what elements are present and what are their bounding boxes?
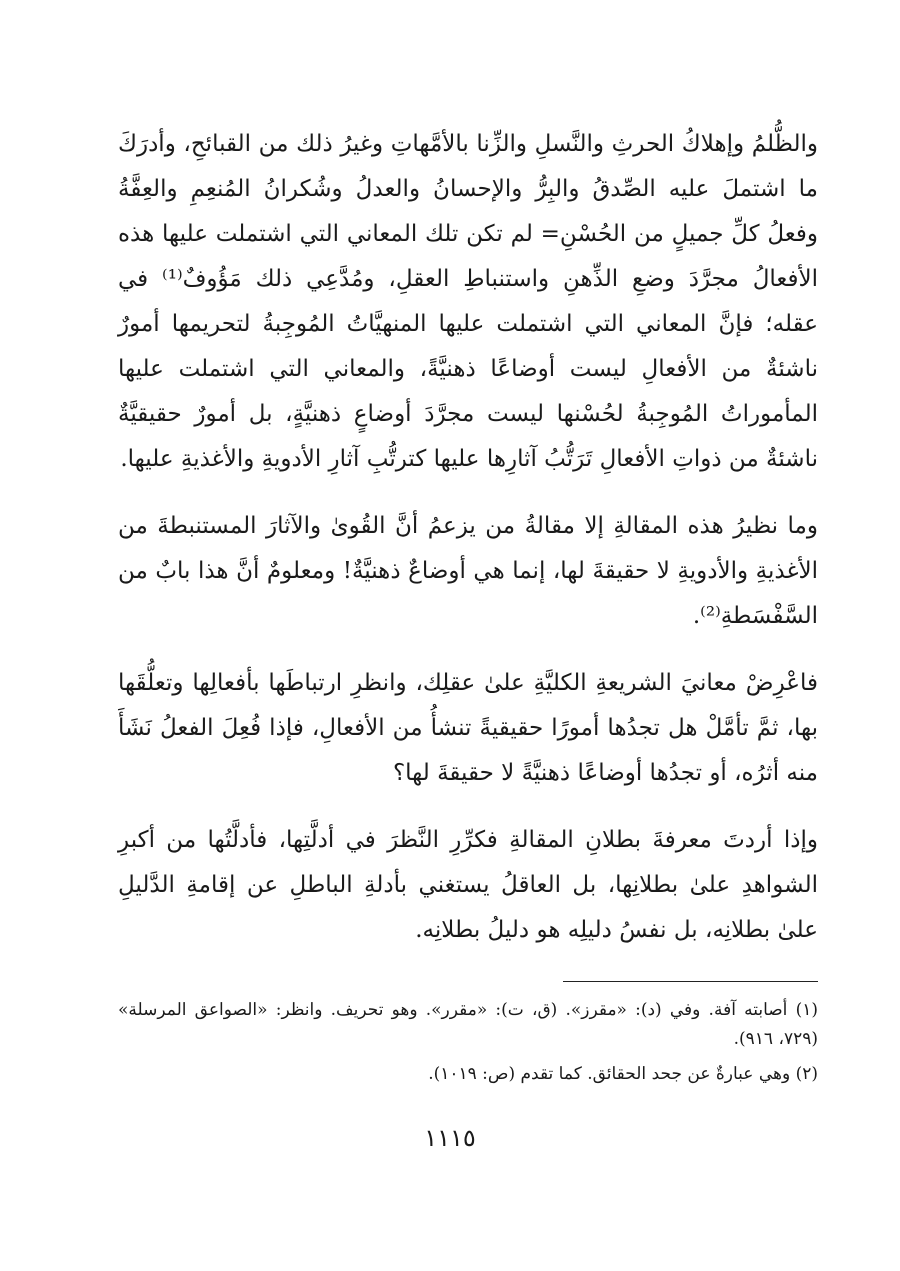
footnote-separator xyxy=(563,981,818,982)
page-body xyxy=(118,122,818,1095)
footnote-2: (٢) وهي عبارةٌ عن جحد الحقائق. كما تقدم (ص: ١٠١٩). xyxy=(428,1064,818,1084)
body-paragraph-1: والظُّلمُ وإهلاكُ الحرثِ والنَّسلِ والزِّنا بالأمَّهاتِ وغيرُ ذلك من القبائحِ، وأدرَكَ ما اشتملَ عليه الصِّدقُ والبِرُّ والإحسانُ والعدلُ وشُكرانُ المُنعِمِ والعِفَّةُ وفعلُ كلِّ جميلٍ من الحُسْنِ= لم تكن تلك المعاني التي اشتملت عليها هذه الأفعالُ مجرَّدَ وضعِ الذِّهنِ واستنباطِ العقلِ، ومُدَّعِي ذلك مَؤُوفٌ⁽¹⁾ في عقله؛ فإنَّ المعاني التي اشتملت عليها المنهيَّاتُ المُوجِبةُ لتحريمها أمورٌ ناشئةٌ من الأفعالِ ليست أوضاعًا ذهنيَّةً، والمعاني التي اشتملت عليها المأموراتُ المُوجِبةُ لحُسْنها ليست مجرَّدَ أوضاعٍ ذهنيَّةٍ، بل أمورٌ حقيقيَّةٌ ناشئةٌ من ذواتِ الأفعالِ تَرَتُّبُ آثارِها عليها كترتُّبِ آثارِ الأدويةِ والأغذيةِ عليها. xyxy=(118,131,819,472)
body-paragraph-2: وما نظيرُ هذه المقالةِ إلا مقالةُ من يزعمُ أنَّ القُوىٰ والآثارَ المستنبطةَ من الأغذيةِ والأدويةِ لا حقيقةَ لها، إنما هي أوضاعٌ ذهنيَّةٌ! ومعلومٌ أنَّ هذا بابٌ من السَّفْسَطةِ⁽²⁾. xyxy=(118,513,818,629)
body-paragraph-4: وإذا أردتَ معرفةَ بطلانِ المقالةِ فكرِّرِ النَّظرَ في أدلَّتِها، فأدلَّتُها من أكبرِ الشواهدِ علىٰ بطلانِها، بل العاقلُ يستغني بأدلةِ الباطلِ عن إقامةِ الدَّليلِ علىٰ بطلانِه، بل نفسُ دليلِه هو دليلُ بطلانِه. xyxy=(118,827,818,943)
page-number: ١١١٥ xyxy=(424,1124,476,1152)
body-paragraph-3: فاعْرِضْ معانيَ الشريعةِ الكليَّةِ علىٰ عقلِك، وانظرِ ارتباطَها بأفعالِها وتعلُّقَها بها، ثمَّ تأمَّلْ هل تجدُها أمورًا حقيقيةً تنشأُ من الأفعالِ، فإذا فُعِلَ الفعلُ نَشَأَ منه أثرُه، أو تجدُها أوضاعًا ذهنيَّةً لا حقيقةَ لها؟ xyxy=(118,670,818,786)
footnote-1: (١) أصابته آفة. وفي (د): «مقرز». (ق، ت): «مقرر». وهو تحريف. وانظر: «الصواعق المرسلة» (٧٢٩، ٩١٦). xyxy=(118,1000,818,1049)
